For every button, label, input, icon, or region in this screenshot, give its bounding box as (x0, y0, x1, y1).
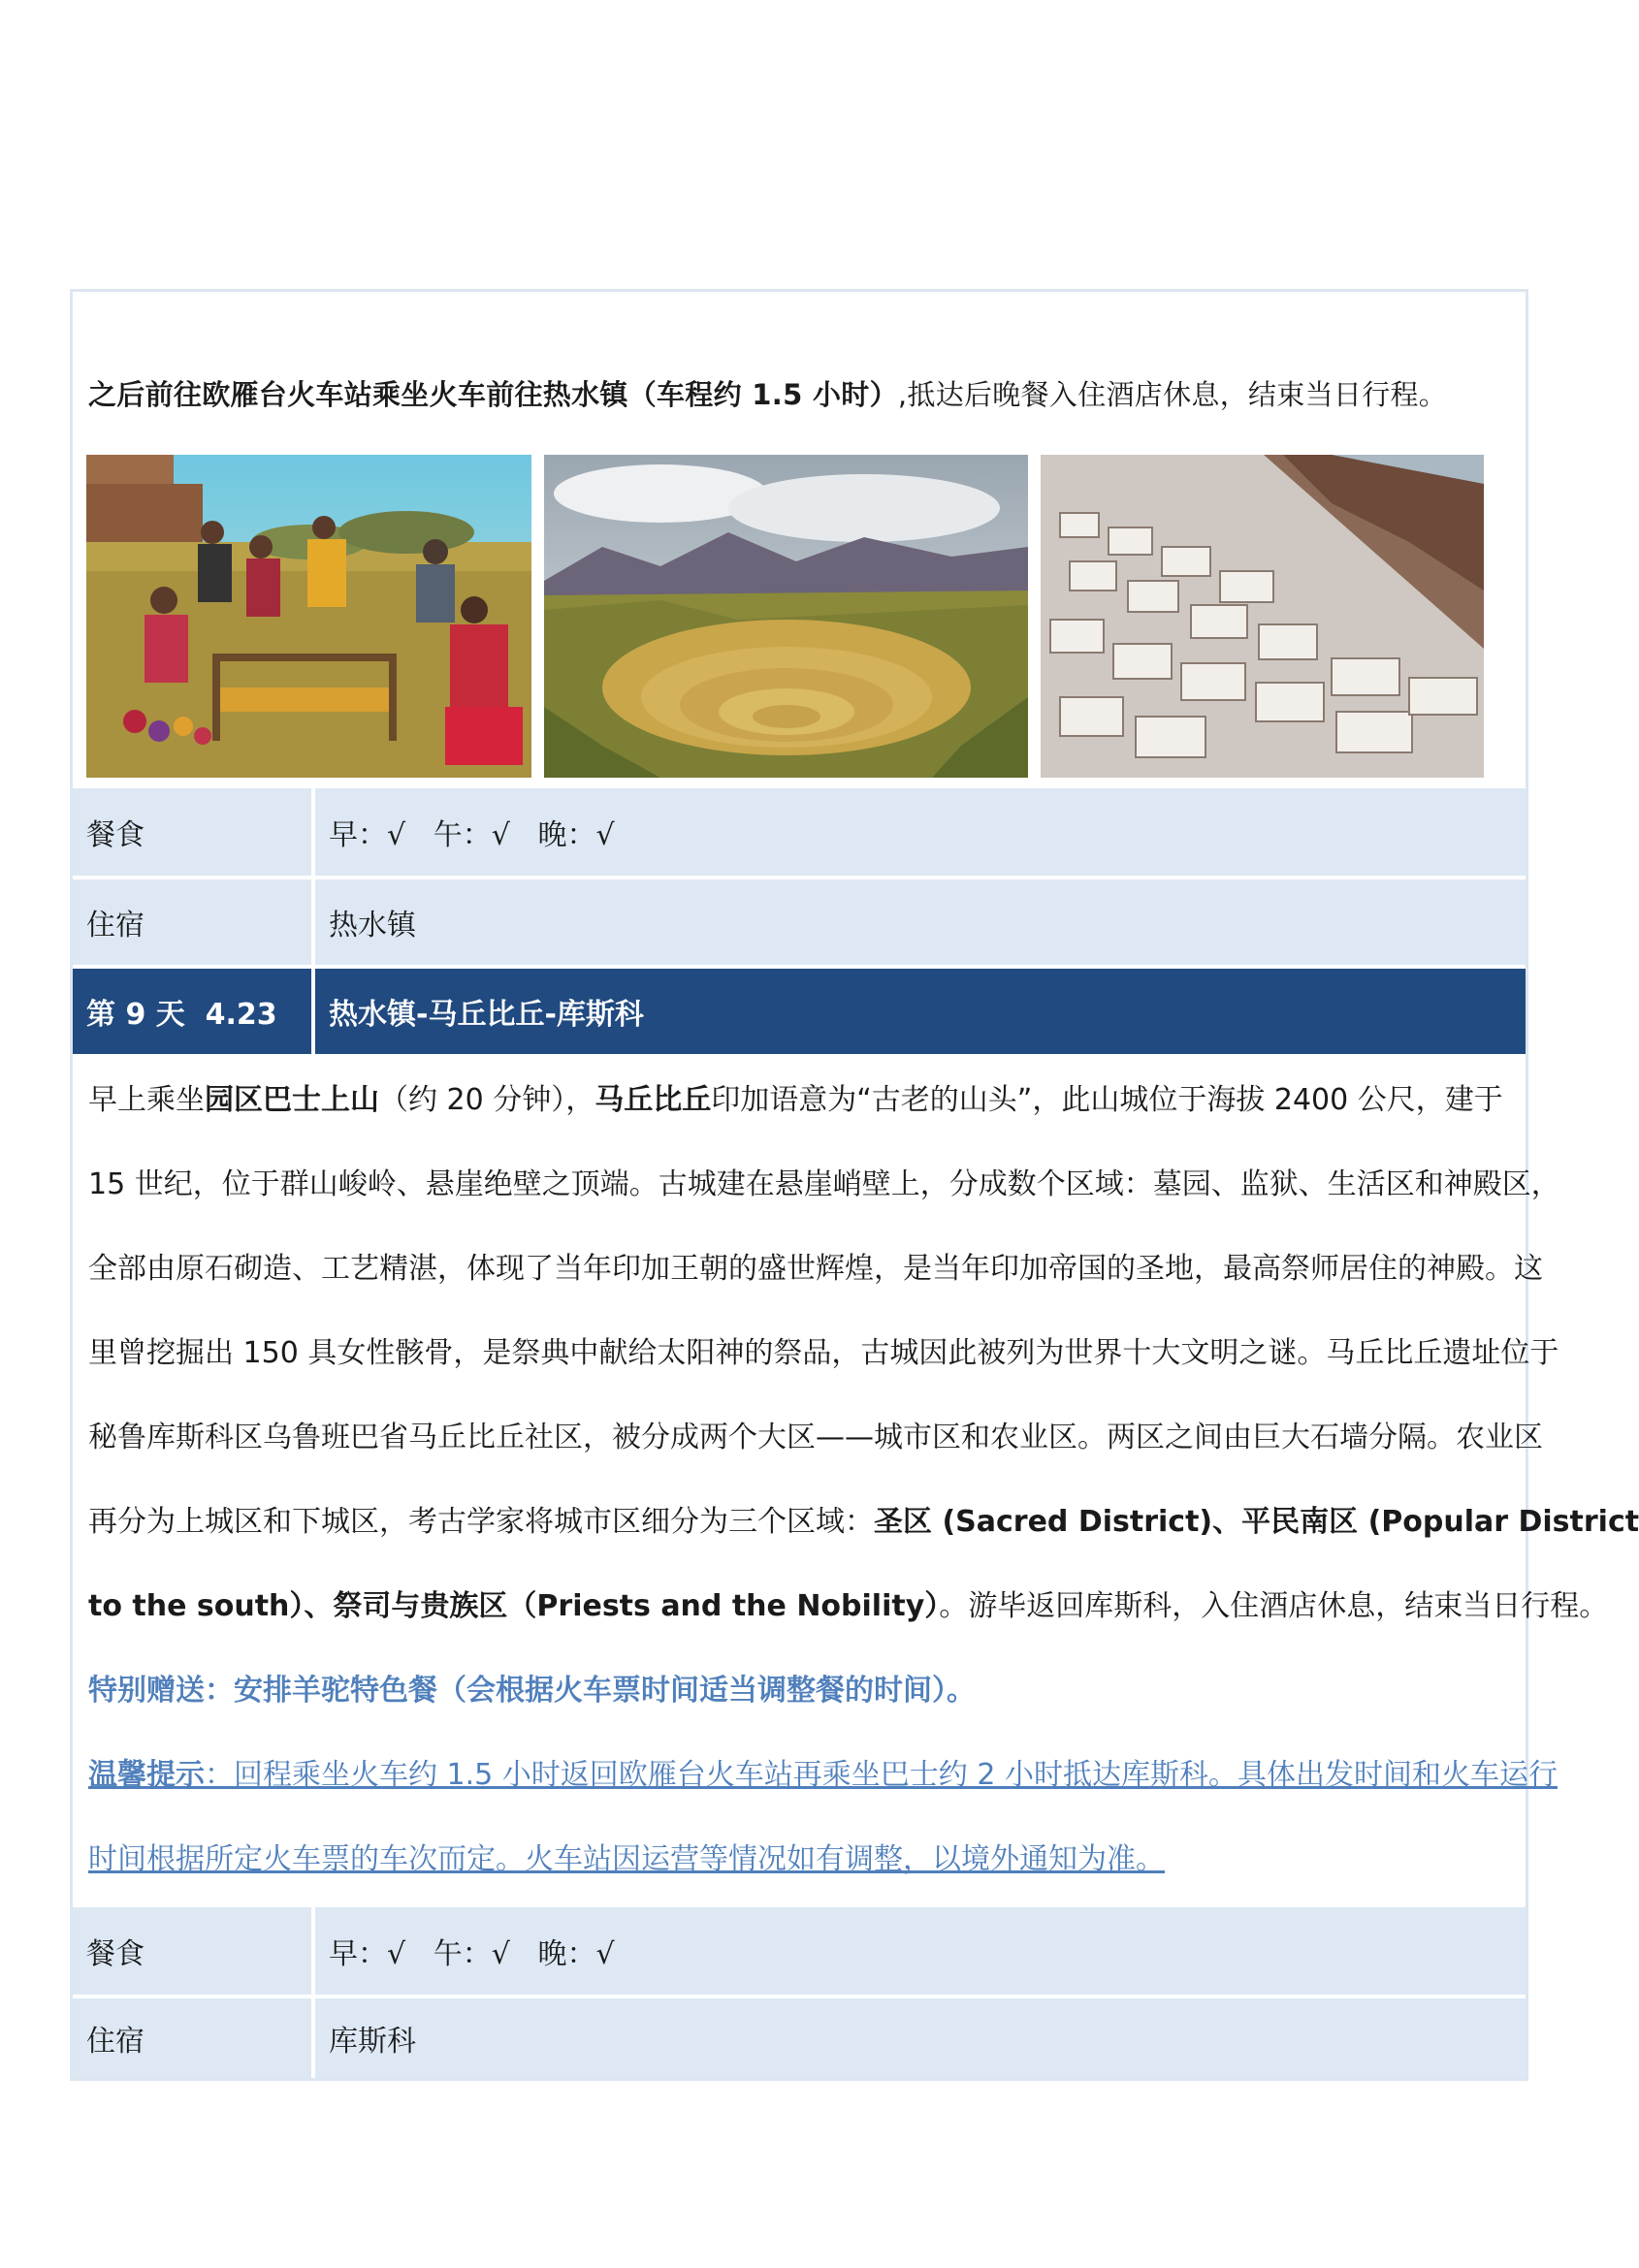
day9-meals-value: 早：√ 午：√ 晚：√ (315, 1907, 1526, 1995)
day9-day-label: 第 9 天 4.23 (86, 998, 277, 1032)
day8-description (73, 292, 1526, 788)
special-gift-label: 特别赠送 (88, 1674, 205, 1708)
day9-description-line (88, 1058, 1508, 1142)
body-text: （约 20 分钟）， (379, 1083, 595, 1117)
highlight-text: to the south）、祭司与贵族区（Priests and the Nobility） (88, 1589, 940, 1623)
body-text: 里曾挖掘出 150 具女性骸骨，是祭典中献给太阳神的祭品，古城因此被列为世界十大文明之谜。马丘比丘遗址位于 (88, 1336, 1559, 1370)
day9-meals-row (73, 1907, 1526, 1995)
day9-description-line (88, 1311, 1559, 1395)
special-gift-text: ：安排羊驼特色餐（会根据火车票时间适当调整餐的时间）。 (205, 1674, 976, 1708)
day9-description-line (88, 1564, 1609, 1648)
day8-lodging-row (73, 879, 1526, 965)
warm-tip-label: 温馨提示 (88, 1758, 205, 1792)
day8-meals-row (73, 788, 1526, 876)
day9-header-row (73, 969, 1526, 1054)
weaving-villagers-photo (86, 455, 531, 778)
day8-lodging-value: 热水镇 (315, 879, 1526, 965)
warm-tip-text: 时间根据所定火车票的车次而定。火车站因运营等情况如有调整，以境外通知为准。 (88, 1842, 1165, 1876)
body-text: 印加语意为“古老的山头”，此山城位于海拔 2400 公尺，建于 (711, 1083, 1503, 1117)
highlight-text: 马丘比丘 (595, 1083, 712, 1117)
body-text: 秘鲁库斯科区乌鲁班巴省马丘比丘社区，被分成两个大区——城市区和农业区。两区之间由巨大石墙分隔。农业区 (88, 1421, 1543, 1454)
day8-meals-label: 餐食 (73, 788, 311, 876)
body-text: 早上乘坐 (88, 1083, 205, 1117)
body-text: 。游毕返回库斯科，入住酒店休息，结束当日行程。 (939, 1589, 1609, 1623)
day9-lodging-row (73, 1998, 1526, 2078)
itinerary-table (70, 289, 1639, 2081)
day8-lodging-label: 住宿 (73, 879, 311, 965)
day8-intro-bold: 之后前往欧雁台火车站乘坐火车前往热水镇（车程约 1.5 小时） (88, 378, 898, 411)
day9-lodging-value: 库斯科 (315, 1998, 1526, 2078)
day9-description-line (88, 1142, 1560, 1227)
body-text: 再分为上城区和下城区，考古学家将城市区细分为三个区域： (88, 1505, 874, 1539)
highlight-text: 圣区 (Sacred District)、平民南区 (Popular District (874, 1505, 1639, 1539)
day9-description-line (88, 1480, 1639, 1564)
special-gift-note (88, 1648, 1508, 1733)
day9-meals-label: 餐食 (73, 1907, 311, 1995)
body-text: 15 世纪，位于群山峻岭、悬崖绝壁之顶端。古城建在悬崖峭壁上，分成数个区域：墓园、监狱、生活区和神殿区， (88, 1167, 1560, 1201)
day8-meals-value: 早：√ 午：√ 晚：√ (315, 788, 1526, 876)
moray-terraces-photo (544, 455, 1028, 778)
highlight-text: 园区巴士上山 (205, 1083, 379, 1117)
day9-description-line (88, 1227, 1543, 1311)
day9-lodging-label: 住宿 (73, 1998, 311, 2078)
day9-route-title: 热水镇-马丘比丘-库斯科 (329, 998, 644, 1032)
warm-tip-note-continued (88, 1817, 1508, 1901)
body-text: 全部由原石砌造、工艺精湛，体现了当年印加王朝的盛世辉煌，是当年印加帝国的圣地，最高祭师居住的神殿。这 (88, 1252, 1543, 1286)
day9-description-line (88, 1395, 1543, 1480)
day8-intro-normal: ,抵达后晚餐入住酒店休息，结束当日行程。 (897, 378, 1448, 411)
day8-intro-text (88, 375, 1447, 414)
warm-tip-note (88, 1733, 1558, 1817)
warm-tip-text: ：回程乘坐火车约 1.5 小时返回欧雁台火车站再乘坐巴士约 2 小时抵达库斯科。具体出发时间和火车运行 (205, 1758, 1558, 1792)
maras-salt-pans-photo (1041, 455, 1484, 778)
